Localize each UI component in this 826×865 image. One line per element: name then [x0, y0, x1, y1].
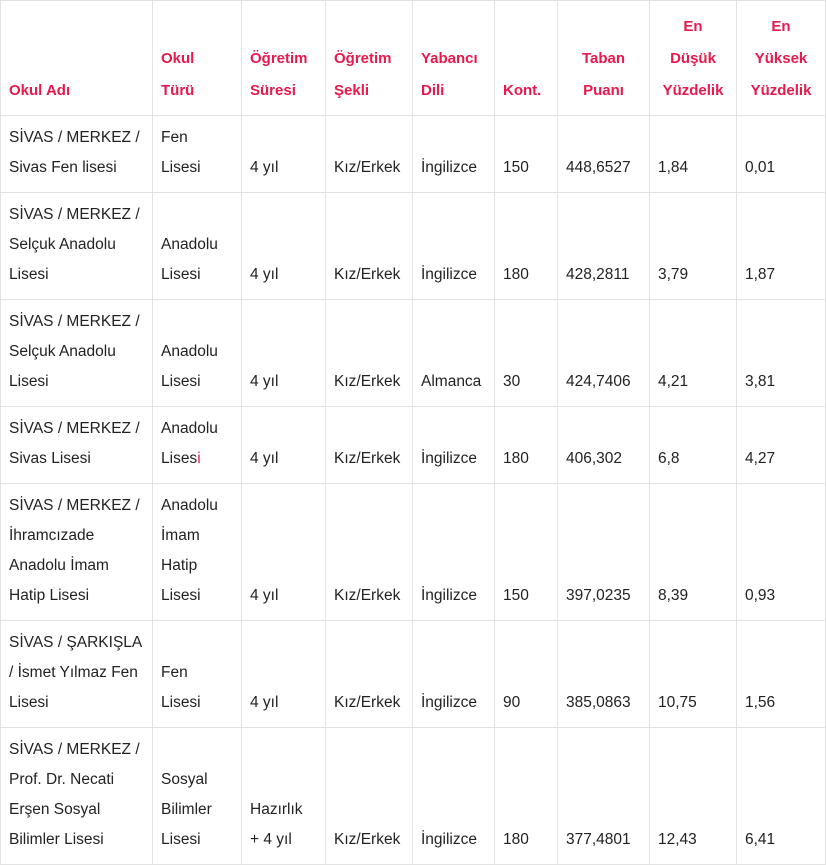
- header-language: Yabancı Dili: [413, 1, 495, 116]
- school-name-cell: SİVAS / MERKEZ / Sivas Lisesi: [1, 407, 153, 484]
- mode-cell: Kız/Erkek: [326, 300, 413, 407]
- quota-cell: 90: [495, 621, 558, 728]
- max-percentile-cell: 0,01: [737, 116, 826, 193]
- school-type-cell: Anadolu Lisesi: [153, 300, 242, 407]
- header-quota: Kont.: [495, 1, 558, 116]
- table-row: [1, 621, 826, 728]
- mode-cell: Kız/Erkek: [326, 407, 413, 484]
- quota-cell: 30: [495, 300, 558, 407]
- min-percentile-cell: 8,39: [650, 484, 737, 621]
- school-name-cell: SİVAS / MERKEZ / Selçuk Anadolu Lisesi: [1, 193, 153, 300]
- language-cell: İngilizce: [413, 407, 495, 484]
- language-cell: İngilizce: [413, 193, 495, 300]
- duration-cell: 4 yıl: [242, 193, 326, 300]
- base-score-cell: 397,0235: [558, 484, 650, 621]
- table-row: [1, 484, 826, 621]
- base-score-cell: 406,302: [558, 407, 650, 484]
- header-base-score: Taban Puanı: [558, 1, 650, 116]
- header-duration: Öğretim Süresi: [242, 1, 326, 116]
- min-percentile-cell: 10,75: [650, 621, 737, 728]
- duration-cell: Hazırlık + 4 yıl: [242, 728, 326, 865]
- min-percentile-cell: 12,43: [650, 728, 737, 865]
- header-school-name: Okul Adı: [1, 1, 153, 116]
- school-type-cell: Fen Lisesi: [153, 116, 242, 193]
- mode-cell: Kız/Erkek: [326, 116, 413, 193]
- school-name-cell: SİVAS / ŞARKIŞLA / İsmet Yılmaz Fen Lisesi: [1, 621, 153, 728]
- type-text: Lises: [161, 450, 198, 467]
- min-percentile-cell: 4,21: [650, 300, 737, 407]
- school-type-cell: Anadolu Lisesi: [153, 407, 242, 484]
- base-score-cell: 424,7406: [558, 300, 650, 407]
- mode-cell: Kız/Erkek: [326, 621, 413, 728]
- max-percentile-cell: 1,56: [737, 621, 826, 728]
- school-type-cell: Anadolu Lisesi: [153, 193, 242, 300]
- school-name-cell: SİVAS / MERKEZ / Sivas Fen lisesi: [1, 116, 153, 193]
- header-mode: Öğretim Şekli: [326, 1, 413, 116]
- min-percentile-cell: 3,79: [650, 193, 737, 300]
- min-percentile-cell: 6,8: [650, 407, 737, 484]
- table-row: [1, 300, 826, 407]
- table-row: [1, 116, 826, 193]
- base-score-cell: 448,6527: [558, 116, 650, 193]
- min-percentile-cell: 1,84: [650, 116, 737, 193]
- quota-cell: 150: [495, 484, 558, 621]
- quota-cell: 180: [495, 407, 558, 484]
- table-row: [1, 193, 826, 300]
- quota-cell: 180: [495, 193, 558, 300]
- highlighted-letter: i: [197, 450, 201, 467]
- header-min-percentile: En Düşük Yüzdelik: [650, 1, 737, 116]
- duration-cell: 4 yıl: [242, 484, 326, 621]
- base-score-cell: 377,4801: [558, 728, 650, 865]
- quota-cell: 180: [495, 728, 558, 865]
- max-percentile-cell: 4,27: [737, 407, 826, 484]
- base-score-cell: 428,2811: [558, 193, 650, 300]
- header-row: [1, 1, 826, 116]
- header-max-percentile: En Yüksek Yüzdelik: [737, 1, 826, 116]
- header-school-type: Okul Türü: [153, 1, 242, 116]
- school-name-cell: SİVAS / MERKEZ / Selçuk Anadolu Lisesi: [1, 300, 153, 407]
- max-percentile-cell: 6,41: [737, 728, 826, 865]
- school-name-cell: SİVAS / MERKEZ / İhramcızade Anadolu İmam Hatip Lisesi: [1, 484, 153, 621]
- language-cell: İngilizce: [413, 728, 495, 865]
- school-type-cell: Anadolu İmam Hatip Lisesi: [153, 484, 242, 621]
- quota-cell: 150: [495, 116, 558, 193]
- duration-cell: 4 yıl: [242, 407, 326, 484]
- duration-cell: 4 yıl: [242, 300, 326, 407]
- mode-cell: Kız/Erkek: [326, 193, 413, 300]
- max-percentile-cell: 0,93: [737, 484, 826, 621]
- table-row: [1, 407, 826, 484]
- max-percentile-cell: 1,87: [737, 193, 826, 300]
- language-cell: İngilizce: [413, 116, 495, 193]
- language-cell: Almanca: [413, 300, 495, 407]
- language-cell: İngilizce: [413, 621, 495, 728]
- max-percentile-cell: 3,81: [737, 300, 826, 407]
- duration-cell: 4 yıl: [242, 116, 326, 193]
- table-row: [1, 728, 826, 865]
- base-score-cell: 385,0863: [558, 621, 650, 728]
- duration-cell: 4 yıl: [242, 621, 326, 728]
- school-type-cell: Fen Lisesi: [153, 621, 242, 728]
- school-type-cell: Sosyal Bilimler Lisesi: [153, 728, 242, 865]
- language-cell: İngilizce: [413, 484, 495, 621]
- mode-cell: Kız/Erkek: [326, 484, 413, 621]
- mode-cell: Kız/Erkek: [326, 728, 413, 865]
- school-name-cell: SİVAS / MERKEZ / Prof. Dr. Necati Erşen Sosyal Bilimler Lisesi: [1, 728, 153, 865]
